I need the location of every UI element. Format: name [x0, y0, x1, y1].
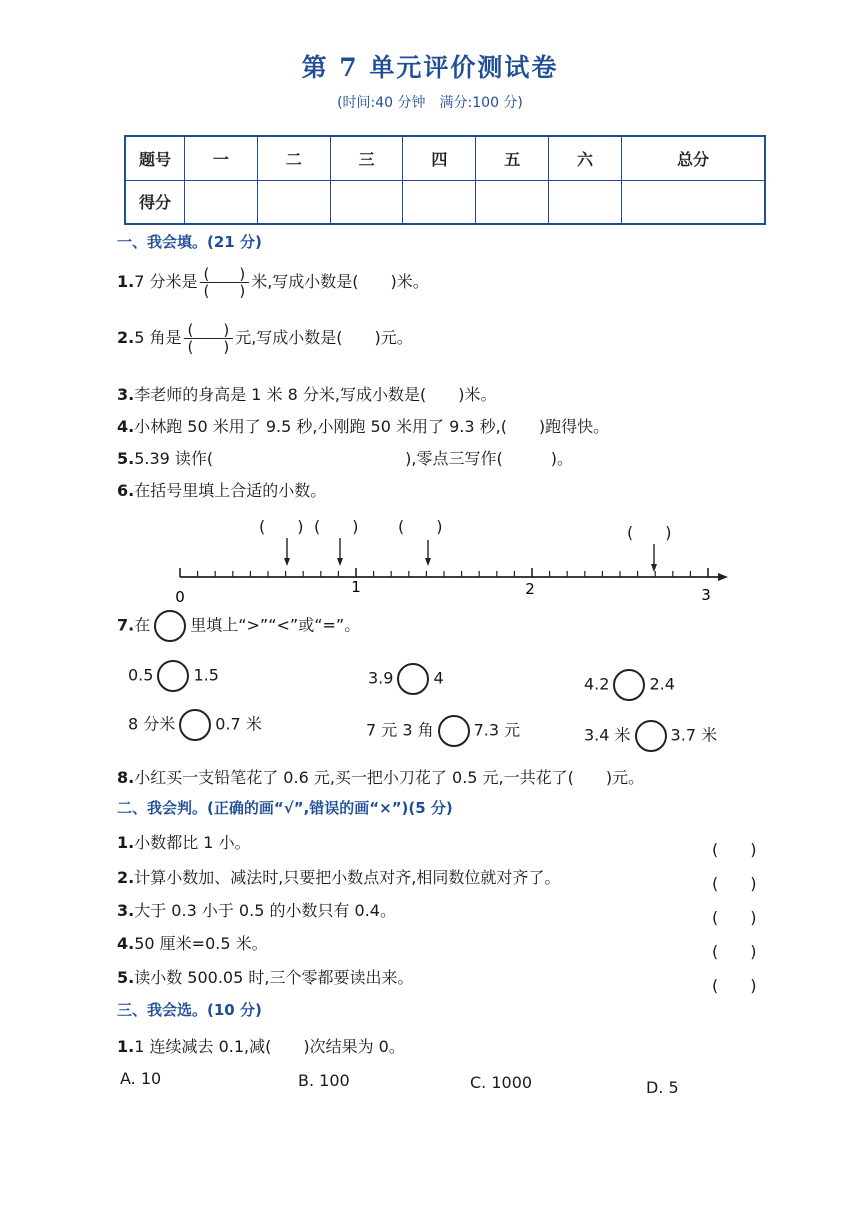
- score-input-cell[interactable]: [330, 180, 403, 224]
- compare-circle[interactable]: [397, 663, 429, 695]
- compare-item: [366, 715, 520, 747]
- compare-right: 3.7 米: [670, 725, 718, 745]
- compare-left: 3.9: [368, 668, 394, 688]
- score-input-cell[interactable]: [549, 180, 622, 224]
- question-1-1: [117, 266, 429, 299]
- question-number: 4.: [117, 417, 135, 436]
- number-line-label-1: 1: [351, 578, 361, 596]
- number-line-pointers: [284, 538, 657, 572]
- score-input-cell[interactable]: [621, 180, 765, 224]
- question-1-7: [117, 610, 360, 642]
- score-table-cell: 三: [330, 136, 403, 180]
- question-1-3: [117, 382, 497, 405]
- compare-item: [584, 669, 675, 701]
- question-text: 大于 0.3 小于 0.5 的小数只有 0.4。: [134, 901, 396, 920]
- question-number: 1.: [117, 272, 135, 291]
- question-text: 小林跑 50 米用了 9.5 秒,小刚跑 50 米用了 9.3 秒,( )跑得快。: [134, 417, 610, 436]
- compare-right: 7.3 元: [473, 720, 521, 740]
- compare-circle[interactable]: [438, 715, 470, 747]
- compare-left: 0.5: [128, 665, 154, 685]
- compare-item: [128, 660, 219, 692]
- compare-left: 8 分米: [128, 714, 176, 734]
- compare-item: [584, 720, 717, 752]
- compare-item: [128, 709, 262, 741]
- score-input-cell[interactable]: [403, 180, 476, 224]
- judge-item: [117, 965, 413, 988]
- section-1-title: 一、我会填。(21 分): [117, 233, 262, 251]
- question-text: 小红买一支铅笔花了 0.6 元,买一把小刀花了 0.5 元,一共花了( )元。: [134, 768, 645, 787]
- compare-right: 2.4: [649, 674, 675, 694]
- judge-item: [117, 931, 268, 954]
- compare-left: 3.4 米: [584, 725, 631, 745]
- question-1-6: [117, 478, 326, 501]
- judge-paren[interactable]: ( ): [712, 942, 757, 961]
- question-text: 小数都比 1 小。: [134, 833, 251, 852]
- question-1-5: [117, 446, 573, 469]
- question-text: 李老师的身高是 1 米 8 分米,写成小数是( )米。: [134, 385, 497, 404]
- score-table-cell: 一: [185, 136, 258, 180]
- question-number: 1.: [117, 833, 135, 852]
- question-text: 里填上“>”“<”或“=”。: [190, 615, 361, 635]
- question-number: 8.: [117, 768, 135, 787]
- option-c[interactable]: C. 1000: [470, 1073, 533, 1092]
- score-table-cell: 六: [549, 136, 622, 180]
- numberline-blank-3: ( ): [398, 517, 443, 536]
- question-number: 2.: [117, 328, 135, 347]
- compare-left: 4.2: [584, 674, 610, 694]
- question-text: 米,写成小数是( )米。: [251, 272, 429, 291]
- numberline-blank-2: ( ): [314, 517, 359, 536]
- score-table-cell: 总分: [621, 136, 765, 180]
- fraction-numerator: ( ): [184, 322, 234, 339]
- numberline-blank-4: ( ): [627, 523, 672, 542]
- question-text: 在: [134, 615, 151, 635]
- score-table-score-row: [125, 180, 765, 224]
- score-input-cell[interactable]: [476, 180, 549, 224]
- compare-right: 0.7 米: [215, 714, 262, 734]
- score-input-cell[interactable]: [257, 180, 330, 224]
- compare-right: 1.5: [193, 665, 219, 685]
- judge-paren[interactable]: ( ): [712, 908, 757, 927]
- judge-paren[interactable]: ( ): [712, 874, 757, 893]
- fraction-denominator: ( ): [187, 338, 230, 356]
- question-text: 5 角是: [134, 328, 182, 347]
- fraction-numerator: ( ): [200, 266, 250, 283]
- number-line-label-3: 3: [701, 586, 711, 604]
- question-number: 4.: [117, 934, 135, 953]
- question-number: 5.: [117, 968, 135, 987]
- option-a[interactable]: A. 10: [120, 1069, 162, 1088]
- compare-item: [368, 663, 444, 695]
- section-2-title: 二、我会判。(正确的画“√”,错误的画“×”)(5 分): [117, 799, 453, 817]
- number-line-label-2: 2: [525, 580, 535, 598]
- judge-paren[interactable]: ( ): [712, 976, 757, 995]
- question-1-8: [117, 765, 644, 788]
- score-input-cell[interactable]: [185, 180, 258, 224]
- question-text: 50 厘米=0.5 米。: [134, 934, 268, 953]
- compare-circle[interactable]: [157, 660, 189, 692]
- question-text: 计算小数加、减法时,只要把小数点对齐,相同数位就对齐了。: [134, 868, 561, 887]
- question-text: 在括号里填上合适的小数。: [134, 481, 327, 500]
- number-line-ticks: [180, 568, 708, 577]
- score-table: [124, 135, 766, 225]
- circle-blank: [154, 610, 186, 642]
- number-line-label-0: 0: [175, 588, 185, 606]
- judge-item: [117, 898, 396, 921]
- fraction-denominator: ( ): [203, 282, 246, 300]
- number-line-arrow: [718, 573, 728, 581]
- compare-circle[interactable]: [179, 709, 211, 741]
- score-table-header-row: [125, 136, 765, 180]
- question-3-1: [117, 1034, 405, 1057]
- option-b[interactable]: B. 100: [298, 1071, 350, 1090]
- score-table-cell: 得分: [125, 180, 185, 224]
- question-number: 6.: [117, 481, 135, 500]
- judge-item: [117, 830, 251, 853]
- section-3-title: 三、我会选。(10 分): [117, 1001, 262, 1019]
- question-number: 5.: [117, 449, 135, 468]
- compare-right: 4: [433, 668, 444, 688]
- compare-circle[interactable]: [635, 720, 667, 752]
- question-number: 1.: [117, 1037, 135, 1056]
- question-text: 读小数 500.05 时,三个零都要读出来。: [134, 968, 414, 987]
- question-number: 2.: [117, 868, 135, 887]
- judge-item: [117, 865, 560, 888]
- question-1-2: [117, 322, 413, 355]
- judge-paren[interactable]: ( ): [712, 840, 757, 859]
- question-1-4: [117, 414, 609, 437]
- score-table-cell: 五: [476, 136, 549, 180]
- score-table-cell: 题号: [125, 136, 185, 180]
- number-line: [170, 530, 740, 610]
- compare-left: 7 元 3 角: [366, 720, 434, 740]
- option-d[interactable]: D. 5: [646, 1078, 679, 1097]
- page-title: 第 7 单元评价测试卷: [301, 53, 559, 82]
- compare-circle[interactable]: [613, 669, 645, 701]
- question-text: 7 分米是: [134, 272, 198, 291]
- score-table-cell: 四: [403, 136, 476, 180]
- page-subtitle: (时间:40 分钟 满分:100 分): [337, 95, 523, 111]
- fraction: [200, 266, 250, 299]
- fraction: [184, 322, 234, 355]
- question-number: 3.: [117, 385, 135, 404]
- question-text: 5.39 读作( ),零点三写作( )。: [134, 449, 573, 468]
- question-text: 元,写成小数是( )元。: [235, 328, 413, 347]
- question-number: 7.: [117, 615, 135, 635]
- score-table-cell: 二: [257, 136, 330, 180]
- numberline-blank-1: ( ): [259, 517, 304, 536]
- question-number: 3.: [117, 901, 135, 920]
- question-text: 1 连续减去 0.1,减( )次结果为 0。: [134, 1037, 405, 1056]
